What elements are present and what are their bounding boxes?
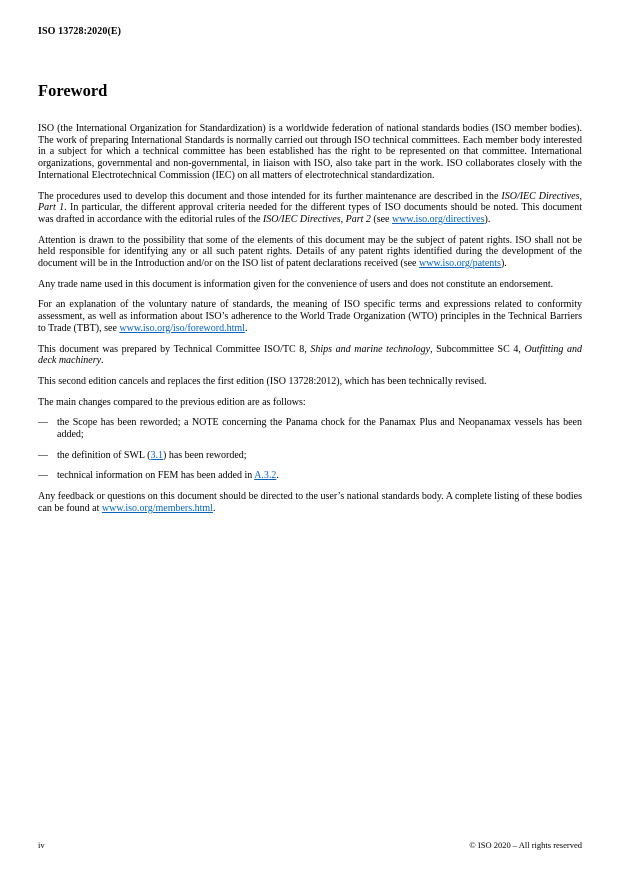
text-run: . — [101, 355, 104, 367]
italic-text: ISO/IEC Directives, Part 1 — [38, 190, 582, 214]
text-run: technical information on FEM has been added in — [57, 470, 255, 482]
list-dash: — — [38, 417, 48, 429]
italic-text: Outfitting and deck machinery — [38, 343, 582, 367]
text-run: . In particular, the different approval criteria needed for the different types of ISO documents should be noted. This document was drafted in accordance with the editorial rules of the — [38, 202, 583, 225]
document-reference: ISO 13728:2020(E) — [38, 26, 122, 37]
text-run: ). — [500, 258, 507, 270]
hyperlink[interactable]: www.iso.org/patents — [419, 258, 501, 270]
text-run: ISO (the International Organization for Standardization) is a worldwide federation of national standards bodies (ISO member bodies). The work of preparing International Standards is normally carried out through ISO technical committees. Each member body interested in a subject for which a technical committee has been established has the right to be represented on that committee. International organizations, governmental and non-governmental, in liaison with ISO, also take part in the work. ISO collaborates closely with the International Electrotechnical Commission (IEC) on all matters of electrotechnical standardization. — [38, 123, 582, 181]
list-item — [38, 450, 582, 462]
text-run: . — [244, 322, 248, 334]
text-run: The main changes compared to the previous edition are as follows: — [38, 396, 306, 408]
text-run: (see — [370, 213, 392, 225]
text-run: Any feedback or questions on this document should be directed to the user’s national standards body. A complete listing of these bodies can be found at — [38, 491, 582, 514]
list-dash: — — [38, 470, 48, 482]
paragraph — [38, 397, 582, 409]
text-run: The procedures used to develop this document and those intended for its further maintenance are described in the — [38, 190, 502, 202]
text-run: This document was prepared by Technical Committee ISO/TC 8, — [38, 343, 311, 355]
page-number: iv — [38, 840, 45, 850]
text-run: Any trade name used in this document is information given for the convenience of users and does not constitute an endorsement. — [38, 278, 554, 290]
text-run: . — [212, 502, 216, 514]
text-run: ) has been reworded; — [163, 449, 247, 461]
text-run: For an explanation of the voluntary nature of standards, the meaning of ISO specific terms and expressions related to conformity assessment, as well as information about ISO’s adherence to the World Trade Organization (WTO) principles in the Technical Barriers to Trade (TBT), see — [38, 299, 582, 334]
document-footer — [38, 840, 582, 850]
italic-text: ISO/IEC Directives, Part 2 — [262, 213, 371, 225]
paragraph — [38, 491, 582, 514]
hyperlink[interactable]: 3.1 — [150, 449, 163, 461]
paragraph — [38, 376, 582, 388]
paragraph — [38, 279, 582, 291]
italic-text: Ships and marine technology — [310, 343, 431, 355]
page-title: Foreword — [38, 81, 108, 100]
text-run: Attention is drawn to the possibility that some of the elements of this document may be the subject of patent rights. ISO shall not be held responsible for identifying any or all such patent rights. Details of any patent rights identified during the development of the document will be in the Introduction and/or on the ISO list of patent declarations received (see — [38, 234, 582, 270]
hyperlink[interactable]: www.iso.org/iso/foreword.html — [119, 322, 245, 334]
list-item — [38, 470, 582, 482]
paragraph — [38, 123, 582, 182]
paragraph — [38, 299, 582, 334]
copyright-notice: © ISO 2020 – All rights reserved — [469, 840, 582, 850]
text-run: This second edition cancels and replaces the first edition (ISO 13728:2012), which has been technically revised. — [38, 375, 487, 387]
text-run: the Scope has been reworded; a NOTE concerning the Panama chock for the Panamax Plus and Neopanamax vessels has been added; — [57, 417, 582, 441]
paragraph — [38, 344, 582, 367]
document-body — [38, 123, 582, 515]
hyperlink[interactable]: A.3.2 — [254, 470, 277, 482]
hyperlink[interactable]: www.iso.org/members.html — [101, 502, 213, 514]
paragraph — [38, 235, 582, 270]
text-run: , Subcommittee SC 4, — [430, 343, 525, 355]
text-run: ). — [484, 213, 491, 225]
list-item — [38, 417, 582, 440]
paragraph — [38, 191, 582, 226]
hyperlink[interactable]: www.iso.org/directives — [391, 213, 485, 225]
text-run: . — [276, 470, 279, 482]
text-run: the definition of SWL ( — [57, 449, 151, 461]
list-dash: — — [38, 449, 48, 461]
